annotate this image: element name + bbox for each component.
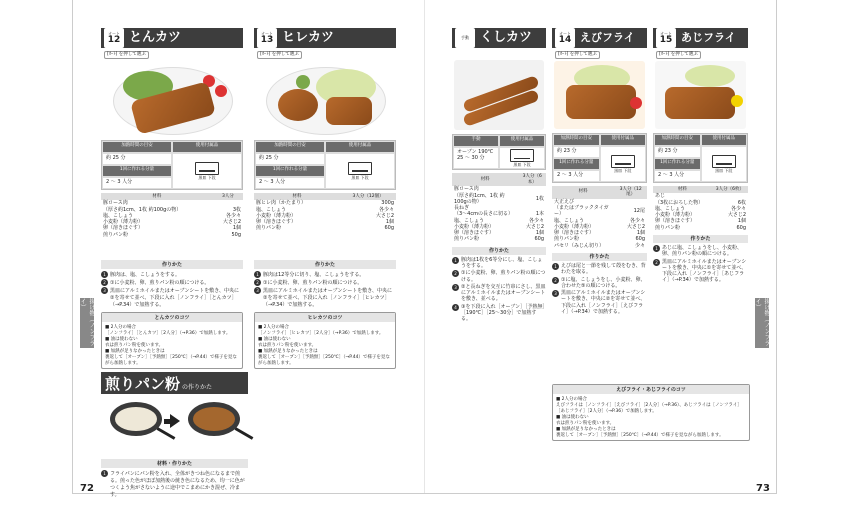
info-table: 加熱時間の目安 使用付属品 約 25 分 黒皿 下段 1回に作れる分量 2 ～ 3 人分: [101, 140, 243, 190]
info-table: 加熱時間の目安 使用付属品 約 23 分 黒皿 下段 1回に作れる分量 2 ～ 3 人分: [653, 133, 748, 183]
steps-hirekatsu: 作りかた 1 豚肉は12等分に切り、塩、こしょうをする。 2 ①に小麦粉、卵、煎りパン粉の順につける。 3 黒皿にアルミホイルまたはオーブンシートを敷き、中央に②を寄せて並べ、下段に入れ［ノンフライ］［ヒレカツ］（→P.34）で加熱する。 ヒレカツのコツ ■ 2人分の場合 ［ノンフライ］［ヒレカツ］［2人分］（→P.36）で加熱します。 ■ 油は使わない 衣は煎りパン粉を使います。 ■ 加熱が足りなかったときは 裏返して［オーブン］［予熱無］［250℃］（→P.44）で様子を見ながら加熱します。: [254, 256, 396, 369]
auto-press-hint: [ｵｰﾄ] を押して選ぶ: [656, 51, 701, 59]
steps-tonkatsu: 作りかた 1 豚肉は、塩、こしょうをする。 2 ①に小麦粉、卵、煎りパン粉の順につける。 3 黒皿にアルミホイルまたはオーブンシートを敷き、中央に②を寄せて並べ、下段に入れ［ノンフライ］［とんカツ］（→P.34）で加熱する。 とんカツのコツ ■ 2人分の場合 ［ノンフライ］［とんカツ］［2人分］（→P.36）で加熱します。 ■ 油は使わない 衣は煎りパン粉を使います。 ■ 加熱が足りなかったときは 裏返して［オーブン］［予熱無］［250℃］（→P.44）で様子を見ながら加熱します。: [101, 256, 243, 369]
serving-qty: 2 ～ 3 人分: [654, 170, 701, 182]
ingredients-table: 材料 3人分（6枚） あじ （3枚におろした物） 6枚 塩、こしょう 各少々 小麦粉（薄力粉） 大さじ2 卵（溶きほぐす） 1個 煎りパン粉 60g: [655, 186, 746, 231]
manual-badge: 手動: [455, 28, 475, 48]
left-steps-area: [101, 256, 396, 369]
side-tab-left: 揚げ物（ノンフライ）: [79, 298, 95, 346]
page-number-right: 73: [756, 483, 770, 494]
tip-box-ebi-aji: えびフライ・あじフライのコツ ■ 2人分の場合 えびフライは［ノンフライ］［えびフライ］［2人分］（→P.36）、あじフライは［ノンフライ］［あじフライ］［2人分］（→P.36）で加熱します。 ■ 油は使わない 衣は煎りパン粉を使います。 ■ 加熱が足りなかったときは 裏返して［オーブン］［予熱無］［250℃］（→P.44）で様子を見ながら加熱します。: [552, 384, 750, 441]
recipe-tonkatsu: [101, 28, 243, 238]
oven-tray-icon: 黒皿 下段: [325, 153, 395, 189]
ingredients-table: 材料 3人分（12個） 豚ヒレ肉（かたまり） 300g 塩、こしょう 各少々 小麦粉（薄力粉） 大さじ2 卵（溶きほぐす） 1個 煎りパン粉 60g: [256, 193, 394, 232]
page-edge-left: [72, 0, 73, 493]
arrow-head-icon: [170, 414, 180, 428]
page-edge-right: [776, 0, 777, 493]
recipe-title-bar: [653, 28, 748, 48]
info-table: 加熱時間の目安 使用付属品 約 25 分 黒皿 下段 1回に作れる分量 2 ～ 3 人分: [254, 140, 396, 190]
recipe-ebifry: オート 14 えびフライ [ｵｰﾄ] を押して選ぶ 加熱時間の目安 使用付属品 約 23 分 黒皿 下段 1回に作れる分量 2 ～ 3 人分 材料 3人分（12尾） 大正えび （またはブラックタイガー） 12尾 塩、こしょう 各少々 小麦粉（薄力粉） 大さじ2 卵（溶きほぐす） 1個 煎りパン粉 60g パセリ（みじん切り） 少々 作りかた 1 えびは尾と一節を残して殻をむき、背わたを取る。 2 ①に塩、こしょうをし、小麦粉、卵、合わせた⑤の順につける。 3 黒皿にアルミホイルまたはオーブンシートを敷き、中央に②を寄せて並べ、下段に入れ［ノンフライ］［えびフライ］（→P.34）で加熱する。: [552, 28, 647, 316]
ingredients-table: 材料 3人分（6本） 豚ロース肉 （厚さ約1cm、1枚 約100gの物） 1枚 長ねぎ （3～4cmの長さに切る） 1本 塩、こしょう 各少々 小麦粉（薄力粉） 大さじ2 卵（溶きほぐす） 1個 煎りパン粉 60g: [454, 174, 544, 243]
heating-time: 約 23 分: [553, 146, 600, 158]
page-number-left: 72: [80, 483, 94, 494]
auto-number-badge: オート 12: [104, 28, 124, 48]
pan-handle: [235, 427, 254, 440]
page-gutter: [424, 0, 425, 493]
auto-number-badge: オート 15: [656, 28, 676, 48]
heating-time: 約 25 分: [255, 153, 325, 165]
recipe-photo: [554, 61, 645, 129]
recipe-name: あじフライ: [681, 31, 736, 45]
auto-press-hint: [ｵｰﾄ] を押して選ぶ: [257, 51, 302, 59]
recipe-title-bar: [254, 28, 396, 48]
heating-time: 約 23 分: [654, 146, 701, 158]
recipe-photo: [256, 61, 394, 136]
ingredients-table: 材料 3人分（12尾） 大正えび （またはブラックタイガー） 12尾 塩、こしょう 各少々 小麦粉（薄力粉） 大さじ2 卵（溶きほぐす） 1個 煎りパン粉 60g パセリ（みじん切り） 少々: [554, 186, 645, 249]
ingredients-table: 材料 3人分 豚ロース肉 （厚さ約1cm、1枚 約100gの物） 3枚 塩、こしょう 各少々 小麦粉（薄力粉） 大さじ2 卵（溶きほぐす） 1個 煎りパン粉 50g: [103, 193, 241, 238]
tip-box: とんカツのコツ ■ 2人分の場合 ［ノンフライ］［とんカツ］［2人分］（→P.36）で加熱します。 ■ 油は使わない 衣は煎りパン粉を使います。 ■ 加熱が足りなかったときは 裏返して［オーブン］［予熱無］［250℃］（→P.44）で様子を見ながら加熱します。: [101, 312, 243, 369]
recipe-ajifry: オート 15 あじフライ [ｵｰﾄ] を押して選ぶ 加熱時間の目安 使用付属品 約 23 分 黒皿 下段 1回に作れる分量 2 ～ 3 人分 材料 3人分（6枚） あじ （3枚におろした物） 6枚 塩、こしょう 各少々 小麦粉（薄力粉） 大さじ2 卵（溶きほぐす） 1個 煎りパン粉 60g 作りかた 1 あじに塩、こしょうをし、小麦粉、卵、煎りパン粉の順につける。 2 黒皿にアルミホイルまたはオーブンシートを敷き、中央に①を寄せて並べ、下段に入れ［ノンフライ］［あじフライ］（→P.34）で加熱する。: [653, 28, 748, 285]
auto-press-hint: [ｵｰﾄ] を押して選ぶ: [104, 51, 149, 59]
serving-qty: 2 ～ 3 人分: [255, 177, 325, 189]
recipe-hirekatsu: [254, 28, 396, 232]
recipe-name: ヒレカツ: [282, 29, 335, 45]
serving-qty: 2 ～ 3 人分: [102, 177, 172, 189]
pan-handle: [157, 427, 176, 440]
auto-number-badge: オート 14: [555, 28, 575, 48]
oven-tray-icon: 黒皿 下段: [499, 147, 545, 169]
serving-qty: 2 ～ 3 人分: [553, 170, 600, 182]
recipe-title-bar: [452, 28, 546, 48]
section-title-bar: 煎りパン粉 の作りかた: [101, 372, 248, 394]
oven-tray-icon: 黒皿 下段: [701, 146, 748, 182]
auto-press-hint: [ｵｰﾄ] を押して選ぶ: [555, 51, 600, 59]
oven-tray-icon: 黒皿 下段: [600, 146, 647, 182]
info-table: 手動 使用付属品 オーブン 190℃ 25 ～ 30 分 黒皿 下段: [452, 134, 546, 170]
recipe-name: えびフライ: [580, 31, 635, 45]
panko-steps: 材料・作りかた 1 フライパンにパン粉を入れ、全体がきつね色になるまで煎る。煎った色がほぼ加熱後の焼き色になるため、均一に色がつくよう焦がさないように途中でこまめにかき混ぜ、冷ます。: [101, 455, 248, 499]
recipe-name: くしカツ: [480, 29, 533, 45]
recipe-photo: [655, 61, 746, 129]
recipe-photo: [103, 61, 241, 136]
heating-setting: オーブン 190℃ 25 ～ 30 分: [453, 147, 499, 169]
recipe-kushikatsu: 手動 くしカツ 手動 使用付属品 オーブン 190℃ 25 ～ 30 分 黒皿 下段 材料 3人分（6本） 豚ロース肉 （厚さ約1cm、1枚 約100gの物） 1枚 長ねぎ （3～4cmの長さに切る） 1本 塩、こしょう 各少々 小麦粉（薄力粉） 大さじ2 卵（溶きほぐす） 1個 煎りパン粉 60g 作りかた 1 豚肉は1枚を6等分にし、塩、こしょうをする。 2 ①に小麦粉、卵、煎りパン粉の順につける。 3 ②と長ねぎを交互に竹串にさし、黒皿にアルミホイルまたはオーブンシートを敷き、並べる。 4 ③を下段に入れ［オーブン］［予熱無］［190℃］［25～30分］で加熱する。: [454, 29, 546, 322]
oven-tray-icon: 黒皿 下段: [172, 153, 242, 189]
pan-after-image: [188, 402, 240, 436]
recipe-photo: [454, 60, 544, 130]
tip-box: ヒレカツのコツ ■ 2人分の場合 ［ノンフライ］［ヒレカツ］［2人分］（→P.36）で加熱します。 ■ 油は使わない 衣は煎りパン粉を使います。 ■ 加熱が足りなかったときは 裏返して［オーブン］［予熱無］［250℃］（→P.44）で様子を見ながら加熱します。: [254, 312, 396, 369]
info-table: 加熱時間の目安 使用付属品 約 23 分 黒皿 下段 1回に作れる分量 2 ～ 3 人分: [552, 133, 647, 183]
auto-number-badge: オート 13: [257, 28, 277, 48]
recipe-name: とんカツ: [129, 29, 182, 45]
heating-time: 約 25 分: [102, 153, 172, 165]
side-tab-right: 揚げ物（ノンフライ）: [754, 298, 770, 346]
recipe-title-bar: [552, 28, 647, 48]
recipe-title-bar: [101, 28, 243, 48]
pan-before-image: [110, 402, 162, 436]
